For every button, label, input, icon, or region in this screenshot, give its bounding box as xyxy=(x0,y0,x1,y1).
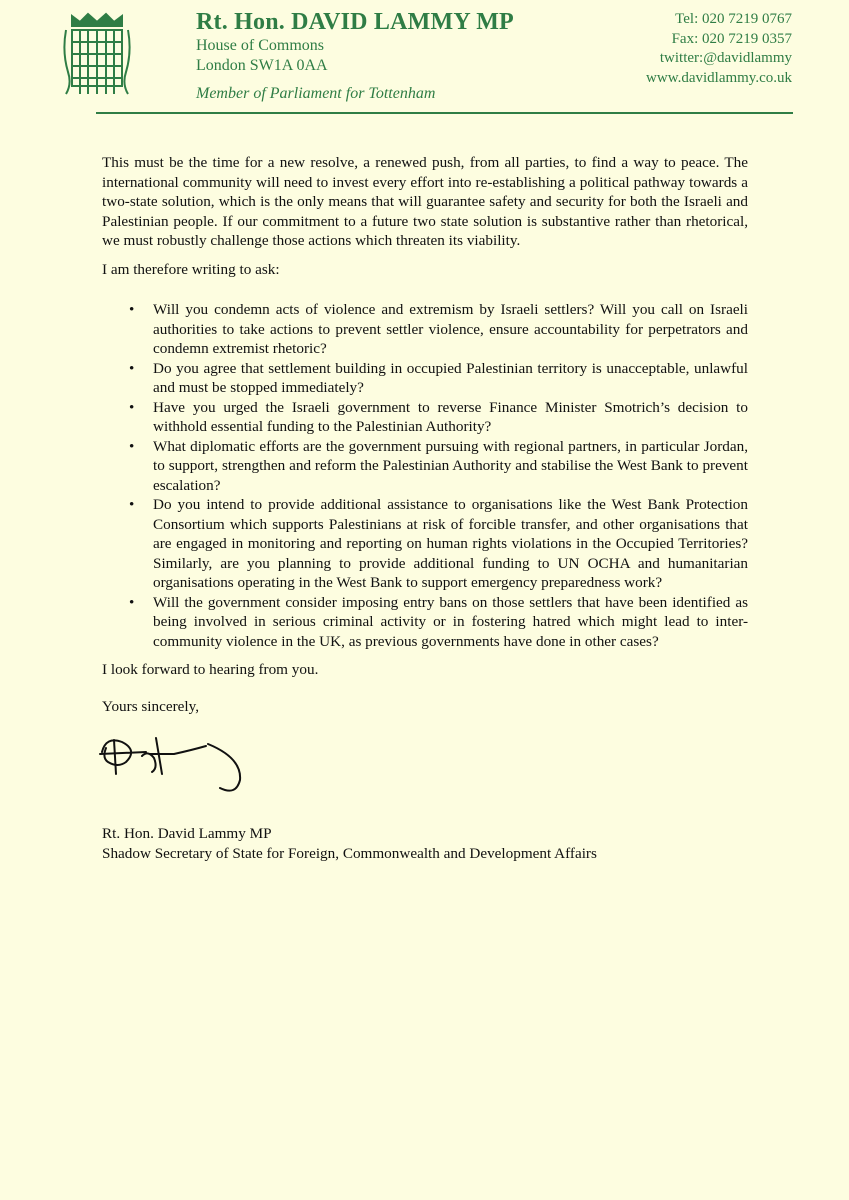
signatory-name: Rt. Hon. David Lammy MP xyxy=(102,825,272,842)
portcullis-emblem-icon xyxy=(62,12,132,98)
question-item: • What diplomatic efforts are the government pursuing with regional partners, in particular Jordan, to support, strengthen and reform the Palestinian Authority and stabilise the West Bank to prevent escalation? xyxy=(102,437,748,496)
question-item: • Will the government consider imposing entry bans on those settlers that have been identified as being involved in serious criminal activity or in fostering hatred which might lead to inter-community violence in the UK, as previous governments have done in other cases? xyxy=(102,593,748,652)
twitter-handle: twitter:@davidlammy xyxy=(659,50,792,66)
signature-block xyxy=(102,824,597,863)
website: www.davidlammy.co.uk xyxy=(646,69,792,86)
question-item: • Will you condemn acts of violence and extremism by Israeli settlers? Will you call on Israeli authorities to take actions to prevent settler violence, ensure accountability for perpetrators and condemn extremist rhetoric? xyxy=(102,300,748,359)
question-list xyxy=(102,300,748,651)
sender-name: Rt. Hon. DAVID LAMMY MP xyxy=(196,9,514,35)
handwritten-signature xyxy=(96,728,256,800)
question-item: • Do you intend to provide additional assistance to organisations like the West Bank Protection Consortium which supports Palestinians at risk of forcible transfer, and other organisations that are engaged in monitoring and reporting on human rights violations in the Occupied Territories? Similarly, are you planning to provide additional funding to UN OCHA and humanitarian organisations operating in the West Bank to support emergency preparedness work? xyxy=(102,495,748,593)
paragraph-intro: I am therefore writing to ask: xyxy=(102,261,280,278)
signatory-title: Shadow Secretary of State for Foreign, Commonwealth and Development Affairs xyxy=(102,844,597,862)
valediction: Yours sincerely, xyxy=(102,698,200,715)
member-line: Member of Parliament for Tottenham xyxy=(196,85,436,102)
question-item: • Do you agree that settlement building in occupied Palestinian territory is unacceptable, unlawful and must be stopped immediately? xyxy=(102,359,748,398)
telephone: Tel: 020 7219 0767 xyxy=(675,11,792,27)
address-line-2: London SW1A 0AA xyxy=(196,57,328,74)
letterhead-divider xyxy=(96,112,793,114)
letterhead-sender xyxy=(196,8,514,104)
fax: Fax: 020 7219 0357 xyxy=(671,30,792,47)
question-item: • Have you urged the Israeli government to reverse Finance Minister Smotrich’s decision to withhold essential funding to the Palestinian Authority? xyxy=(102,398,748,437)
paragraph-peace: This must be the time for a new resolve, a renewed push, from all parties, to find a way to peace. The international community will need to invest every effort into re-establishing a political pathway towards a two-state solution, which is the only means that will guarantee safety and security for both the Israeli and Palestinian people. If our commitment to a future two state solution is substantive rather than rhetorical, we must robustly challenge those actions which threaten its viability. xyxy=(102,154,748,249)
letterhead-contact xyxy=(646,10,792,88)
address-line-1: House of Commons xyxy=(196,37,324,54)
paragraph-closing: I look forward to hearing from you. xyxy=(102,661,319,678)
